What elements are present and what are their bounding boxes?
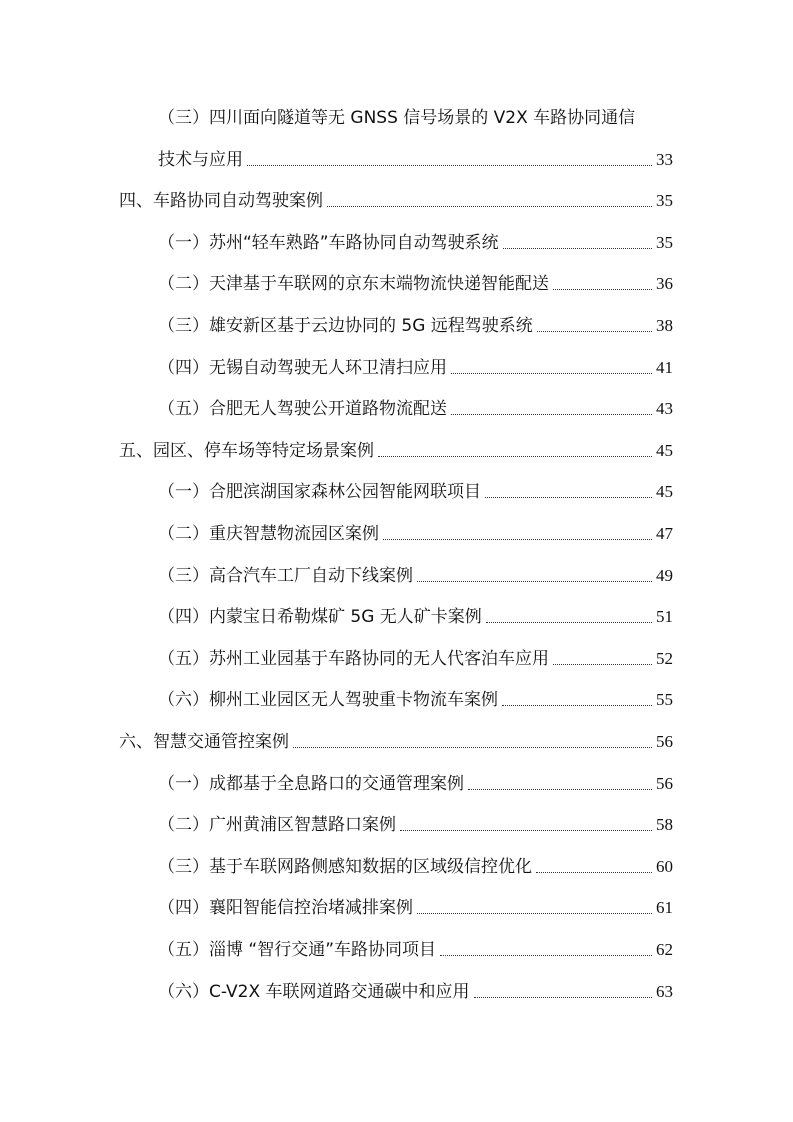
toc-page-number: 35 [656, 232, 673, 252]
toc-page-number: 58 [656, 815, 673, 835]
toc-entry[interactable] [158, 147, 673, 171]
toc-leader-dots [451, 373, 652, 374]
toc-page-number: 61 [656, 898, 673, 918]
toc-leader-dots [247, 165, 652, 166]
toc-entry[interactable] [158, 771, 673, 795]
toc-leader-dots [485, 497, 652, 498]
toc-page-number: 56 [656, 732, 673, 751]
toc-entry-title: 四、车路协同自动驾驶案例 [119, 191, 323, 212]
toc-page-number: 55 [656, 690, 673, 710]
toc-entry-title: （六）C-V2X 车联网道路交通碳中和应用 [158, 981, 470, 1002]
toc-leader-dots [417, 913, 652, 914]
toc-entry-title: （一）苏州“轻车熟路”车路协同自动驾驶系统 [158, 232, 499, 253]
toc-page-number: 41 [656, 357, 673, 377]
toc-entry-title: （一）成都基于全息路口的交通管理案例 [158, 773, 464, 794]
toc-entry[interactable] [158, 563, 673, 587]
toc-entry-title: （二）天津基于车联网的京东末端物流快递智能配送 [158, 274, 549, 295]
toc-leader-dots [537, 331, 652, 332]
toc-entry[interactable] [158, 313, 673, 337]
toc-entry-title: （四）襄阳智能信控治堵减排案例 [158, 898, 413, 919]
toc-leader-dots [553, 664, 652, 665]
toc-entry-title: （三）高合汽车工厂自动下线案例 [158, 565, 413, 586]
toc-leader-dots [378, 456, 652, 457]
toc-entry-title: （五）合肥无人驾驶公开道路物流配送 [158, 399, 447, 420]
toc-entry[interactable] [158, 937, 673, 961]
toc-page-number: 60 [656, 856, 673, 876]
toc-entry-title: （六）柳州工业园区无人驾驶重卡物流车案例 [158, 690, 498, 711]
toc-entry-title: （四）内蒙宝日希勒煤矿 5G 无人矿卡案例 [158, 607, 482, 628]
toc-leader-dots [474, 997, 652, 998]
toc-entry[interactable] [158, 604, 673, 628]
toc-leader-dots [417, 581, 652, 582]
toc-leader-dots [553, 289, 652, 290]
toc-page-number: 43 [656, 399, 673, 419]
toc-entry[interactable] [158, 687, 673, 711]
toc-entry[interactable] [158, 646, 673, 670]
toc-section[interactable] [119, 438, 673, 462]
toc-page-number: 63 [656, 981, 673, 1001]
toc-entry[interactable] [158, 854, 673, 878]
toc-leader-dots [293, 747, 652, 748]
toc-entry-title: 六、智慧交通管控案例 [119, 732, 289, 752]
toc-entry-title: （二）广州黄浦区智慧路口案例 [158, 815, 396, 836]
toc-entry-title: （一）合肥滨湖国家森林公园智能网联项目 [158, 482, 481, 503]
toc-entry-title: 技术与应用 [158, 149, 243, 170]
toc-page-number: 56 [656, 773, 673, 793]
toc-leader-dots [440, 955, 652, 956]
toc-entry[interactable] [158, 895, 673, 919]
toc-entry-title: （五）苏州工业园基于车路协同的无人代客泊车应用 [158, 648, 549, 669]
toc-leader-dots [383, 539, 652, 540]
toc-entry-title: （二）重庆智慧物流园区案例 [158, 524, 379, 544]
toc-entry[interactable] [158, 230, 673, 254]
toc-entry[interactable] [158, 521, 673, 545]
toc-section[interactable] [119, 729, 673, 753]
toc-entry[interactable] [158, 812, 673, 836]
toc-leader-dots [468, 789, 652, 790]
toc-leader-dots [486, 622, 652, 623]
toc-entry[interactable] [158, 355, 673, 379]
toc-entry[interactable] [158, 979, 673, 1003]
toc-page-number: 51 [656, 607, 673, 627]
toc-page-number: 36 [656, 274, 673, 294]
toc-entry-title: （三）基于车联网路侧感知数据的区域级信控优化 [158, 856, 532, 877]
toc-page-number: 33 [656, 149, 673, 169]
toc-entry[interactable] [158, 271, 673, 295]
toc-page-number: 35 [656, 191, 673, 211]
toc-section[interactable] [119, 188, 673, 212]
toc-page-number: 45 [656, 440, 673, 460]
toc-leader-dots [536, 872, 652, 873]
toc-entry-title: 五、园区、停车场等特定场景案例 [119, 440, 374, 461]
toc-leader-dots [502, 705, 652, 706]
toc-page-number: 62 [656, 940, 673, 959]
toc-entry[interactable] [158, 479, 673, 503]
toc-leader-dots [400, 830, 652, 831]
toc-page-number: 49 [656, 565, 673, 585]
toc-page-number: 47 [656, 524, 673, 543]
toc-page-number: 52 [656, 648, 673, 668]
toc-entry[interactable] [158, 105, 635, 129]
toc-entry-title: （四）无锡自动驾驶无人环卫清扫应用 [158, 357, 447, 378]
toc-entry-title: （五）淄博 “智行交通”车路协同项目 [158, 940, 437, 960]
toc-page-number: 45 [656, 482, 673, 502]
toc-entry-title: （三）雄安新区基于云边协同的 5G 远程驾驶系统 [158, 316, 533, 336]
toc-leader-dots [451, 414, 652, 415]
toc-leader-dots [327, 206, 652, 207]
toc-entry-title: （三）四川面向隧道等无 GNSS 信号场景的 V2X 车路协同通信 [158, 108, 636, 128]
toc-entry[interactable] [158, 396, 673, 420]
toc-page-number: 38 [656, 316, 673, 335]
toc-leader-dots [503, 248, 652, 249]
